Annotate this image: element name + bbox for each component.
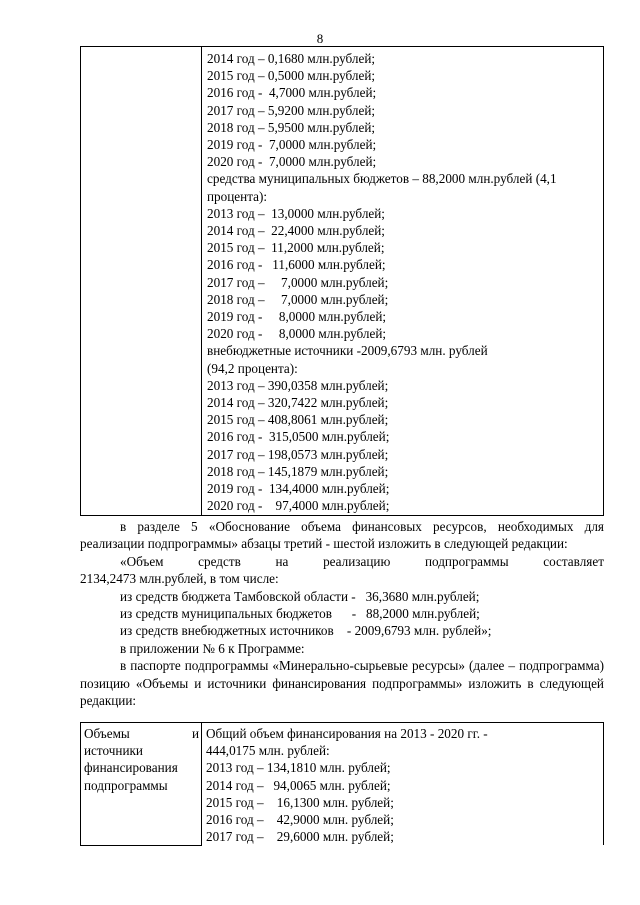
funding-continuation-table: [80, 46, 604, 516]
funding-line: 2014 год – 94,0065 млн. рублей;: [206, 777, 391, 793]
table-left-cell-empty: [81, 47, 202, 516]
funding-value-cell: [202, 723, 604, 846]
label-line: подпрограммы: [84, 777, 168, 793]
funding-line: 2017 год – 198,0573 млн.рублей;: [207, 446, 389, 462]
funding-line: 2019 год - 7,0000 млн.рублей;: [207, 137, 377, 153]
funding-line: 2015 год – 16,1300 млн. рублей;: [206, 794, 394, 810]
funding-line: 2013 год – 134,1810 млн. рублей;: [206, 760, 391, 776]
funding-line: 2017 год – 29,6000 млн. рублей;: [206, 829, 394, 845]
funding-line: 2013 год – 13,0000 млн.рублей;: [207, 205, 385, 221]
total-funding-line: Общий объем финансирования на 2013 - 2020 гг. -: [206, 726, 488, 741]
label-line: финансирования: [84, 760, 178, 776]
volume-word: реализацию: [323, 553, 391, 569]
funding-line: 2014 год – 0,1680 млн.рублей;: [207, 51, 376, 66]
municipal-budget-heading: средства муниципальных бюджетов – 88,2000 млн.рублей (4,1 процента):: [207, 171, 557, 204]
volume-word: «Объем: [120, 553, 164, 569]
passport-paragraph: в паспорте подпрограммы «Минерально-сырьевые ресурсы» (далее – подпрограмма) позицию «Объемы и источники финансирования подпрограммы» изложить в следующей редакции:: [80, 658, 604, 709]
funding-line: 2018 год – 145,1879 млн.рублей;: [207, 463, 389, 479]
funding-line: 2019 год - 134,4000 млн.рублей;: [207, 481, 390, 497]
body-text: [80, 518, 604, 709]
funding-line: 2018 год – 5,9500 млн.рублей;: [207, 119, 376, 135]
funding-line: 2015 год – 408,8061 млн.рублей;: [207, 412, 389, 428]
label-word: и: [191, 726, 199, 741]
funding-line: 2020 год - 8,0000 млн.рублей;: [207, 326, 387, 342]
volume-word: подпрограммы: [424, 553, 509, 569]
funding-line: 2016 год – 42,9000 млн. рублей;: [206, 812, 394, 828]
total-funding-amount: 444,0175 млн. рублей:: [206, 743, 330, 759]
extrabudgetary-percent: (94,2 процента):: [207, 360, 298, 376]
volume-paragraph-rest: 2134,2473 млн.рублей, в том числе:: [80, 571, 279, 587]
label-word: Объемы: [84, 726, 130, 741]
funding-line: 2017 год – 7,0000 млн.рублей;: [207, 274, 389, 290]
extrabudgetary-heading: внебюджетные источники -2009,6793 млн. рублей: [207, 343, 488, 359]
funding-line: 2016 год - 315,0500 млн.рублей;: [207, 429, 390, 445]
funding-line: 2018 год – 7,0000 млн.рублей;: [207, 291, 389, 307]
funding-line: 2016 год - 4,7000 млн.рублей;: [207, 85, 377, 101]
funding-label-cell: [81, 723, 202, 846]
funding-line: 2020 год - 97,4000 млн.рублей;: [207, 498, 390, 514]
funding-line: 2015 год – 0,5000 млн.рублей;: [207, 68, 376, 84]
section5-paragraph: в разделе 5 «Обоснование объема финансовых ресурсов, необходимых для реализации подпрограммы» абзацы третий - шестой изложить в следующей редакции:: [80, 519, 604, 552]
volume-paragraph-first-line: [80, 553, 604, 570]
funding-line: 2016 год - 11,6000 млн.рублей;: [207, 257, 386, 273]
volume-word: составляет: [543, 553, 604, 569]
page-number: 8: [316, 31, 324, 46]
label-first-line: [84, 725, 199, 742]
funding-line: 2014 год – 320,7422 млн.рублей;: [207, 395, 389, 411]
municipal-budget-item: из средств муниципальных бюджетов - 88,2000 млн.рублей;: [120, 606, 480, 622]
funding-line: 2014 год – 22,4000 млн.рублей;: [207, 223, 385, 239]
table-right-cell: [202, 47, 604, 516]
funding-line: 2020 год - 7,0000 млн.рублей;: [207, 154, 377, 170]
volume-word: средств: [198, 553, 241, 569]
label-line: источники: [84, 743, 143, 759]
appendix-6-item: в приложении № 6 к Программе:: [120, 640, 305, 656]
extrabudgetary-item: из средств внебюджетных источников - 2009,6793 млн. рублей»;: [120, 623, 492, 639]
subprogram-funding-table: [80, 722, 604, 846]
funding-line: 2013 год – 390,0358 млн.рублей;: [207, 377, 389, 393]
volume-word: на: [275, 553, 289, 569]
funding-line: 2019 год - 8,0000 млн.рублей;: [207, 309, 387, 325]
funding-line: 2017 год – 5,9200 млн.рублей;: [207, 102, 376, 118]
regional-budget-item: из средств бюджета Тамбовской области - 36,3680 млн.рублей;: [120, 588, 480, 604]
funding-line: 2015 год – 11,2000 млн.рублей;: [207, 240, 385, 256]
